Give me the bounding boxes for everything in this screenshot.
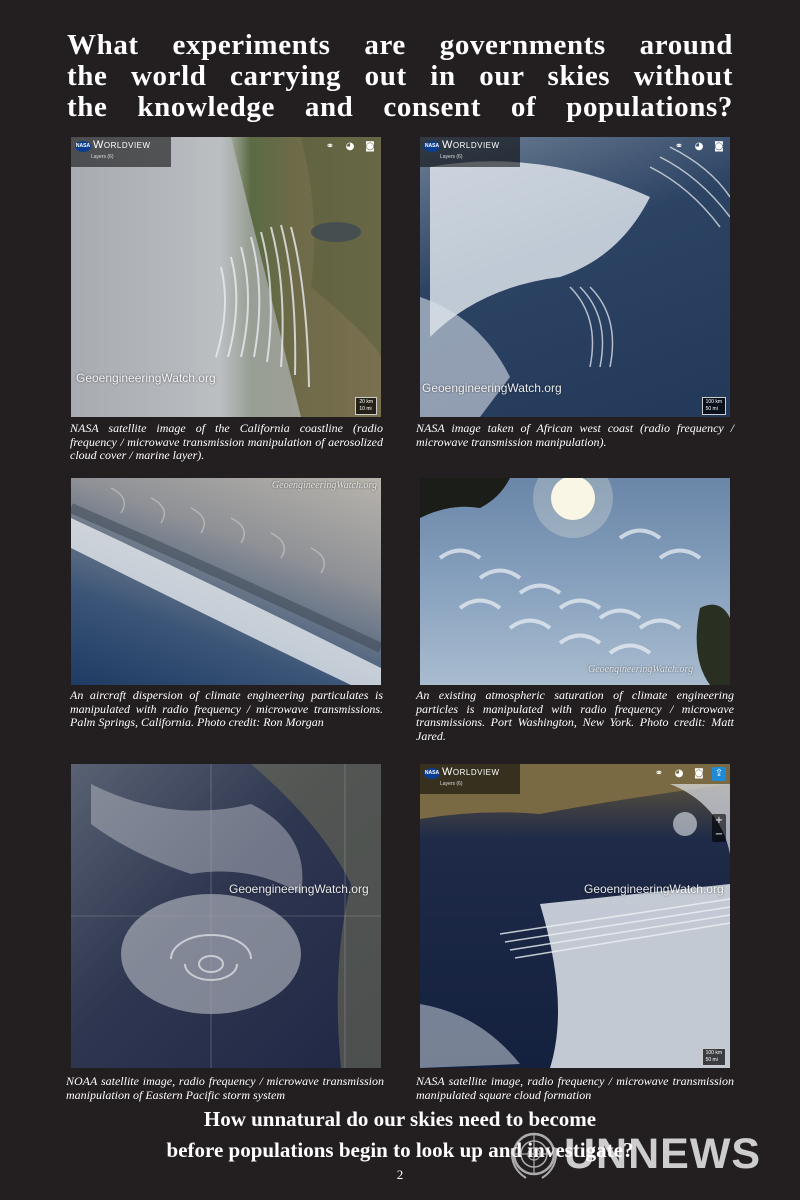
share-icon: ⇪ — [712, 767, 726, 781]
headline-line: the world carrying out in our skies without — [67, 60, 733, 92]
scale-km: 100 km — [705, 1050, 722, 1056]
scale-km: 20 km — [359, 399, 373, 405]
map-scale — [702, 397, 726, 415]
map-scale — [355, 397, 377, 415]
watermark: GeoengineeringWatch.org — [76, 371, 216, 385]
link-icon: ⚭ — [325, 141, 335, 152]
globe-icon: ◕ — [674, 768, 684, 779]
caption: NASA image taken of African west coast (radio frequency / microwave transmission manipulation). — [416, 421, 734, 449]
photo-square-cloud — [420, 764, 730, 1068]
nasa-logo: NASA — [424, 768, 440, 779]
sky-ripples-graphic — [420, 478, 730, 685]
globe-icon: ◕ — [694, 141, 704, 152]
link-icon: ⚭ — [674, 141, 684, 152]
worldview-title: Worldview — [93, 139, 151, 151]
worldview-layers-label: Layers (6) — [91, 154, 114, 160]
link-icon: ⚭ — [654, 768, 664, 779]
nasa-logo: NASA — [424, 141, 440, 152]
caption: NASA satellite image, radio frequency / microwave transmission manipulated square cloud formation — [416, 1074, 734, 1102]
globe-icon: ◕ — [345, 141, 355, 152]
scale-mi: 10 mi — [359, 406, 372, 412]
worldview-title: Worldview — [442, 139, 500, 151]
storm-graphic — [71, 764, 381, 1068]
watermark: GeoengineeringWatch.org — [229, 882, 369, 896]
un-emblem-icon — [508, 1128, 560, 1180]
photo-african-coast — [420, 137, 730, 417]
worldview-toolbar — [672, 140, 726, 154]
headline-line: the knowledge and consent of populations? — [67, 91, 733, 123]
photo-california-coast — [71, 137, 381, 417]
camera-icon: ◙ — [714, 141, 724, 152]
footer-line: How unnatural do our skies need to become — [203, 1107, 597, 1131]
zoom-in-icon: + — [714, 815, 724, 826]
caption: An aircraft dispersion of climate engineering particulates is manipulated with radio frequency / microwave transmissions. Palm Springs, California. Photo credit: Ron Morgan — [70, 688, 383, 729]
worldview-header — [420, 764, 520, 794]
cloud-band-graphic — [71, 478, 381, 685]
scale-mi: 50 mi — [705, 1057, 718, 1063]
cloud-waves-graphic — [420, 137, 730, 417]
page-headline — [67, 30, 733, 123]
worldview-title: Worldview — [442, 766, 500, 778]
worldview-header — [420, 137, 520, 167]
scale-km: 100 km — [705, 399, 722, 405]
headline-line: What experiments are governments around — [67, 29, 733, 61]
zoom-out-icon: − — [714, 829, 724, 840]
cloud-grid-graphic — [420, 764, 730, 1068]
worldview-toolbar — [652, 767, 726, 781]
caption: An existing atmospheric saturation of climate engineering particles is manipulated with radio frequency / microwave transmissions. Port Washington, New York. Photo credit: Matt Jared. — [416, 688, 734, 743]
caption: NOAA satellite image, radio frequency / microwave transmission manipulation of Eastern Pacific storm system — [66, 1074, 384, 1102]
worldview-toolbar — [323, 140, 377, 154]
nasa-logo: NASA — [75, 141, 91, 152]
worldview-layers-label: Layers (6) — [440, 781, 463, 787]
footer-line: before populations begin to look up and investigate? — [166, 1138, 634, 1162]
caption: NASA satellite image of the California coastline (radio frequency / microwave transmission manipulation of aerosolized cloud cover / marine layer). — [70, 421, 383, 462]
watermark: GeoengineeringWatch.org — [588, 664, 694, 675]
photo-port-washington — [420, 478, 730, 685]
camera-icon: ◙ — [365, 141, 375, 152]
page-number: 2 — [396, 1167, 404, 1182]
brand-watermark: UNNEWS — [564, 1130, 762, 1178]
zoom-control — [712, 814, 726, 842]
camera-icon: ◙ — [694, 768, 704, 779]
photo-palm-springs — [71, 478, 381, 685]
worldview-layers-label: Layers (6) — [440, 154, 463, 160]
scale-mi: 50 mi — [705, 406, 718, 412]
photo-pacific-storm — [71, 764, 381, 1068]
watermark: GeoengineeringWatch.org — [584, 882, 724, 896]
watermark: GeoengineeringWatch.org — [422, 381, 562, 395]
worldview-header — [71, 137, 171, 167]
map-scale — [702, 1048, 726, 1066]
watermark: GeoengineeringWatch.org — [271, 480, 377, 491]
